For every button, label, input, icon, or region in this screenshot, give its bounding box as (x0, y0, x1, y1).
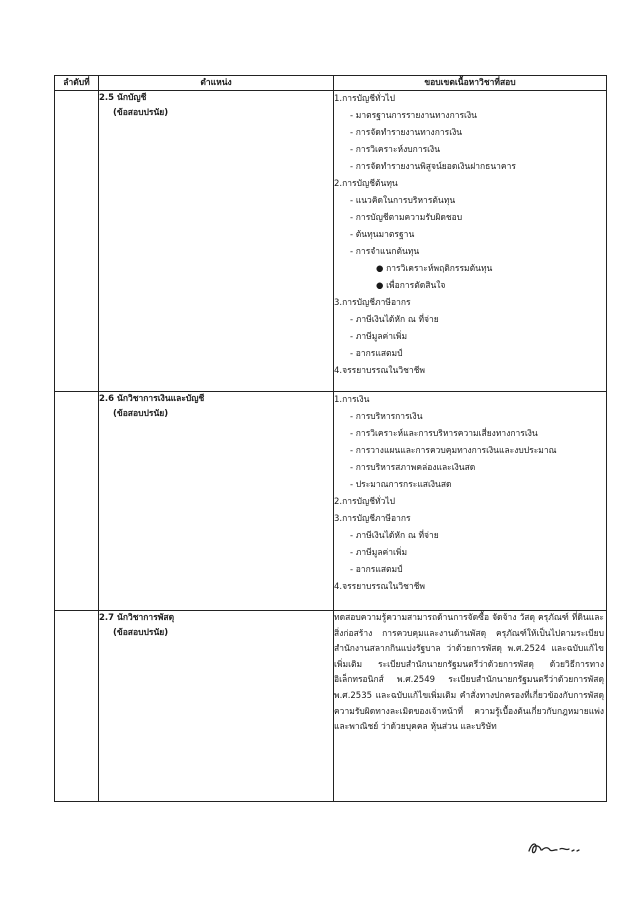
table-row (55, 91, 607, 392)
scope-item: - การวิเคราะห์งบการเงิน (350, 145, 441, 155)
scope-item: - การจัดทำรายงานทางการเงิน (350, 128, 463, 138)
scope-bullet: ● การวิเคราะห์พฤติกรรมต้นทุน (376, 264, 493, 274)
scope-item: - ต้นทุนมาตรฐาน (350, 230, 415, 240)
scope-item: - ประมาณการกระแสเงินสด (350, 480, 452, 490)
exam-type: (ข้อสอบปรนัย) (113, 628, 169, 638)
scope-item: - การวิเคราะห์และการบริหารความเสี่ยงทางการเงิน (350, 429, 538, 439)
order-cell (55, 392, 99, 611)
header-scope: ขอบเขตเนื้อหาวิชาที่สอบ (334, 76, 607, 91)
position-title: 2.5 นักบัญชี (99, 93, 147, 103)
scope-item: - มาตรฐานการรายงานทางการเงิน (350, 111, 477, 121)
scope-heading: 4.จรรยาบรรณในวิชาชีพ (334, 366, 426, 376)
scope-item: - การบัญชีตามความรับผิดชอบ (350, 213, 463, 223)
exam-type: (ข้อสอบปรนัย) (113, 108, 169, 118)
position-cell (99, 91, 334, 392)
position-title: 2.7 นักวิชาการพัสดุ (99, 613, 175, 623)
scope-heading: 1.การเงิน (334, 395, 370, 405)
scope-item: - การจำแนกต้นทุน (350, 247, 420, 257)
scope-item: - ภาษีมูลค่าเพิ่ม (350, 548, 408, 558)
scope-cell (334, 611, 607, 802)
order-cell (55, 91, 99, 392)
header-order: ลำดับที่ (55, 76, 99, 91)
scope-item: - ภาษีเงินได้หัก ณ ที่จ่าย (350, 315, 439, 325)
scope-heading: 3.การบัญชีภาษีอากร (334, 298, 411, 308)
scope-item: - การจัดทำรายงานพิสูจน์ยอดเงินฝากธนาคาร (350, 162, 516, 172)
table-header-row (55, 76, 607, 91)
table-row (55, 392, 607, 611)
scope-bullet: ● เพื่อการตัดสินใจ (376, 281, 446, 291)
scope-item: - การบริหารการเงิน (350, 412, 423, 422)
scope-heading: 3.การบัญชีภาษีอากร (334, 514, 411, 524)
header-position: ตำแหน่ง (99, 76, 334, 91)
scope-heading: 1.การบัญชีทั่วไป (334, 94, 396, 104)
scope-item: - อากรแสตมป์ (350, 349, 403, 359)
scope-item: - อากรแสตมป์ (350, 565, 403, 575)
scope-heading: 4.จรรยาบรรณในวิชาชีพ (334, 582, 426, 592)
position-title: 2.6 นักวิชาการเงินและบัญชี (99, 394, 205, 404)
exam-scope-table (54, 75, 607, 802)
order-cell (55, 611, 99, 802)
scope-item: - การวางแผนและการควบคุมทางการเงินและงบประมาณ (350, 446, 557, 456)
scope-heading: 2.การบัญชีต้นทุน (334, 179, 398, 189)
position-cell (99, 392, 334, 611)
scope-paragraph: ทดสอบความรู้ความสามารถด้านการจัดซื้อ จัดจ้าง วัสดุ ครุภัณฑ์ ที่ดินและสิ่งก่อสร้าง การควบคุมและงานด้านพัสดุ ครุภัณฑ์ให้เป็นไปตามระเบียบสำนักงานสลากกินแบ่งรัฐบาล ว่าด้วยการพัสดุ พ.ศ.2524 และฉบับแก้ไขเพิ่มเติม ระเบียบสำนักนายกรัฐมนตรีว่าด้วยการพัสดุ ด้วยวิธีการทางอิเล็กทรอนิกส์ พ.ศ.2549 ระเบียบสำนักนายกรัฐมนตรีว่าด้วยการพัสดุ พ.ศ.2535 และฉบับแก้ไขเพิ่มเติม คำสั่งทางปกครองที่เกี่ยวข้องกับการพัสดุ ความรับผิดทางละเมิดของเจ้าหน้าที่ ความรู้เบื้องต้นเกี่ยวกับกฎหมายแพ่งและพาณิชย์ ว่าด้วยบุคคล หุ้นส่วน และบริษัท (334, 613, 604, 733)
scope-item: - ภาษีเงินได้หัก ณ ที่จ่าย (350, 531, 439, 541)
scope-item: - แนวคิดในการบริหารต้นทุน (350, 196, 456, 206)
scope-item: - การบริหารสภาพคล่องและเงินสด (350, 463, 476, 473)
scope-cell (334, 392, 607, 611)
handwritten-signature (526, 838, 582, 858)
scope-item: - ภาษีมูลค่าเพิ่ม (350, 332, 408, 342)
table-row (55, 611, 607, 802)
scope-cell (334, 91, 607, 392)
exam-type: (ข้อสอบปรนัย) (113, 409, 169, 419)
scope-heading: 2.การบัญชีทั่วไป (334, 497, 396, 507)
position-cell (99, 611, 334, 802)
